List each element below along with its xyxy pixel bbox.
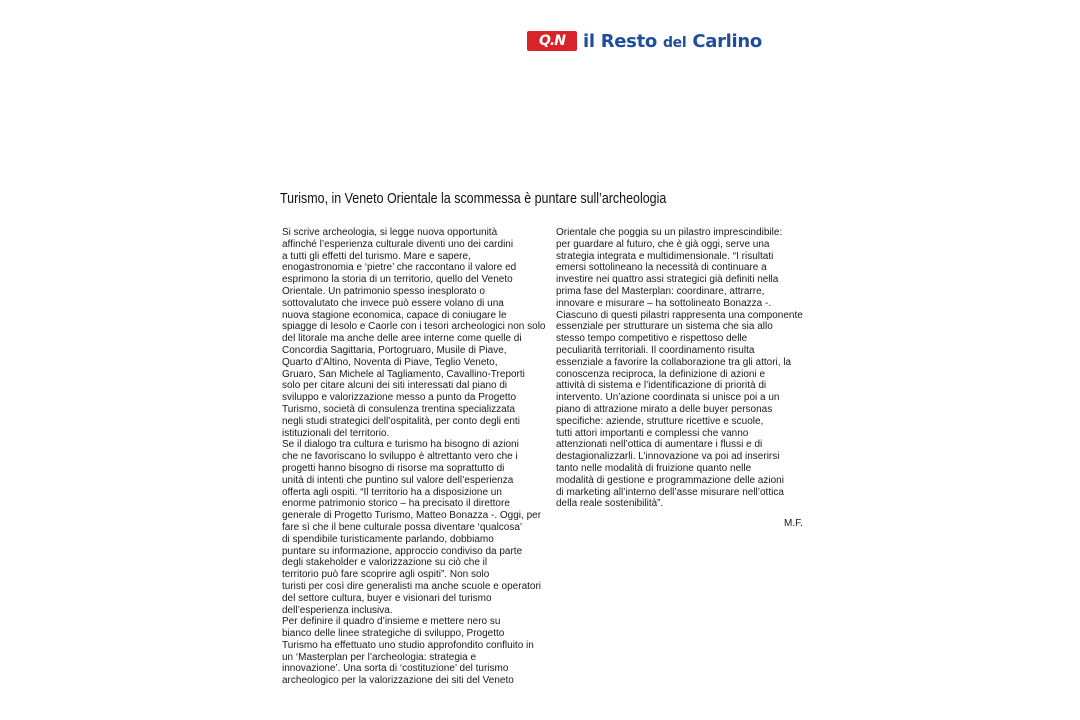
article-line: di spendibile turisticamente parlando, dobbiamo: [282, 533, 494, 545]
article-line: sviluppo e valorizzazione messo a punto da Progetto: [282, 392, 517, 404]
newspaper-masthead: [527, 30, 762, 52]
article-line: Orientale. Un patrimonio spesso inesplorato o: [282, 285, 485, 297]
article-line: fare sì che il bene culturale possa diventare ‘qualcosa’: [282, 521, 523, 533]
article-line: sottovalutato che invece può essere volano di una: [282, 297, 504, 309]
article-line: un ‘Masterplan per l’archeologia: strategia e: [282, 651, 476, 663]
article-line: del settore cultura, buyer e visionari del turismo: [282, 592, 492, 604]
article-line: offerta agli ospiti. “Il territorio ha a disposizione un: [282, 486, 502, 498]
article-line: essenziale a favorire la collaborazione tra gli attori, la: [556, 356, 792, 368]
article-line: Turismo ha effettuato uno studio approfondito confluito in: [282, 639, 534, 651]
article-line: innovazione’. Una sorta di ‘costituzione’ del turismo: [282, 663, 509, 675]
article-line: enogastronomia e ‘pietre’ che raccontano il valore ed: [282, 262, 517, 274]
article-line: Se il dialogo tra cultura e turismo ha bisogno di azioni: [282, 439, 519, 451]
newspaper-name-prefix: il Resto: [583, 30, 663, 52]
article-line: spiagge di Iesolo e Caorle con i tesori archeologici non solo: [282, 321, 546, 333]
article-line: specifiche: aziende, strutture ricettive e scuole,: [556, 415, 764, 427]
article-line: Concordia Sagittaria, Portogruaro, Musile di Piave,: [282, 344, 507, 356]
article-line: che ne favoriscano lo sviluppo è altrettanto vero che i: [282, 451, 518, 463]
article-line: per guardare al futuro, che è già oggi, serve una: [556, 238, 770, 250]
article-signature: M.F.: [784, 518, 803, 529]
article-line: destagionalizzarli. L’innovazione va poi ad inserirsi: [556, 451, 780, 463]
article-line: tutti attori importanti e complessi che vanno: [556, 427, 749, 439]
article-line: degli stakeholder e valorizzazione su ciò che il: [282, 557, 488, 569]
article-line: peculiarità territoriali. Il coordinamento risulta: [556, 344, 755, 356]
article-line: modalità di gestione e programmazione delle azioni: [556, 474, 784, 486]
article-line: emersi sottolineano la necessità di continuare a: [556, 262, 767, 274]
article-line: dell’esperienza inclusiva.: [282, 604, 393, 616]
article-line: di marketing all’interno dell’asse misurare nell’ottica: [556, 486, 784, 498]
article-line: innovare e misurare – ha sottolineato Bonazza -.: [556, 297, 772, 309]
article-line: bianco delle linee strategiche di sviluppo, Progetto: [282, 628, 505, 640]
article-line: turisti per così dire generalisti ma anche scuole e operatori: [282, 580, 542, 592]
article-line: intervento. Un’azione coordinata si unisce poi a un: [556, 392, 780, 404]
article-line: attività di sistema e l’identificazione di priorità di: [556, 380, 767, 392]
newspaper-name-suffix: Carlino: [686, 30, 762, 52]
qn-logo-badge: Q.N: [527, 31, 577, 51]
article-line: puntare su informazione, approccio condiviso da parte: [282, 545, 523, 557]
newspaper-name-del: del: [662, 34, 687, 51]
article-line: tanto nelle modalità di fruizione quanto nelle: [556, 462, 752, 474]
article-line: Turismo, società di consulenza trentina specializzata: [282, 403, 516, 415]
article-line: Quarto d’Altino, Noventa di Piave, Teglio Veneto,: [282, 356, 498, 368]
article-line: progetti hanno bisogno di risorse ma soprattutto di: [282, 462, 505, 474]
article-line: affinché l’esperienza culturale diventi uno dei cardini: [282, 238, 514, 250]
article-line: archeologico per la valorizzazione dei siti del Veneto: [282, 675, 514, 687]
article-line: enorme patrimonio storico – ha precisato il direttore: [282, 498, 510, 510]
article-line: territorio può fare scoprire agli ospiti”. Non solo: [282, 569, 490, 581]
newspaper-name: [583, 31, 762, 52]
article-headline: Turismo, in Veneto Orientale la scommessa è puntare sull’archeologia: [280, 191, 667, 207]
article-line: generale di Progetto Turismo, Matteo Bonazza -. Oggi, per: [282, 510, 542, 522]
article-line: stesso tempo competitivo e rispettoso delle: [556, 333, 748, 345]
article-line: istituzionali del territorio.: [282, 427, 390, 439]
article-line: unità di intenti che puntino sul valore dell’esperienza: [282, 474, 514, 486]
article-line: Gruaro, San Michele al Tagliamento, Cavallino-Treporti: [282, 368, 525, 380]
article-line: esprimono la storia di un territorio, quello del Veneto: [282, 274, 513, 286]
article-line: solo per citare alcuni dei siti interessati dal piano di: [282, 380, 508, 392]
article-column-right: [556, 227, 846, 510]
article-line: investire nei quattro assi strategici già definiti nella: [556, 274, 779, 286]
article-line: nuova stagione economica, capace di coniugare le: [282, 309, 507, 321]
article-line: prima fase del Masterplan: coordinare, attrarre,: [556, 285, 765, 297]
article-column-left: [282, 227, 572, 687]
article-line: Si scrive archeologia, si legge nuova opportunità: [282, 227, 498, 238]
article-line: attenzionati nell’ottica di aumentare i flussi e di: [556, 439, 763, 451]
article-line: Orientale che poggia su un pilastro imprescindibile:: [556, 227, 783, 238]
article-line: Per definire il quadro d’insieme e mettere nero su: [282, 616, 501, 628]
article-line: piano di attrazione mirato a delle buyer personas: [556, 403, 773, 415]
article-line: strategia integrata e multidimensionale. “I risultati: [556, 250, 774, 262]
article-line: negli studi strategici dell’ospitalità, per conto degli enti: [282, 415, 520, 427]
article-line: Ciascuno di questi pilastri rappresenta una componente: [556, 309, 803, 321]
article-line: essenziale per strutturare un sistema che sia allo: [556, 321, 773, 333]
article-line: a tutti gli effetti del turismo. Mare e sapere,: [282, 250, 471, 262]
article-line: della reale sostenibilità”.: [556, 498, 664, 510]
article-line: del litorale ma anche delle aree interne come quelle di: [282, 333, 522, 345]
article-line: conoscenza reciproca, la definizione di azioni e: [556, 368, 766, 380]
